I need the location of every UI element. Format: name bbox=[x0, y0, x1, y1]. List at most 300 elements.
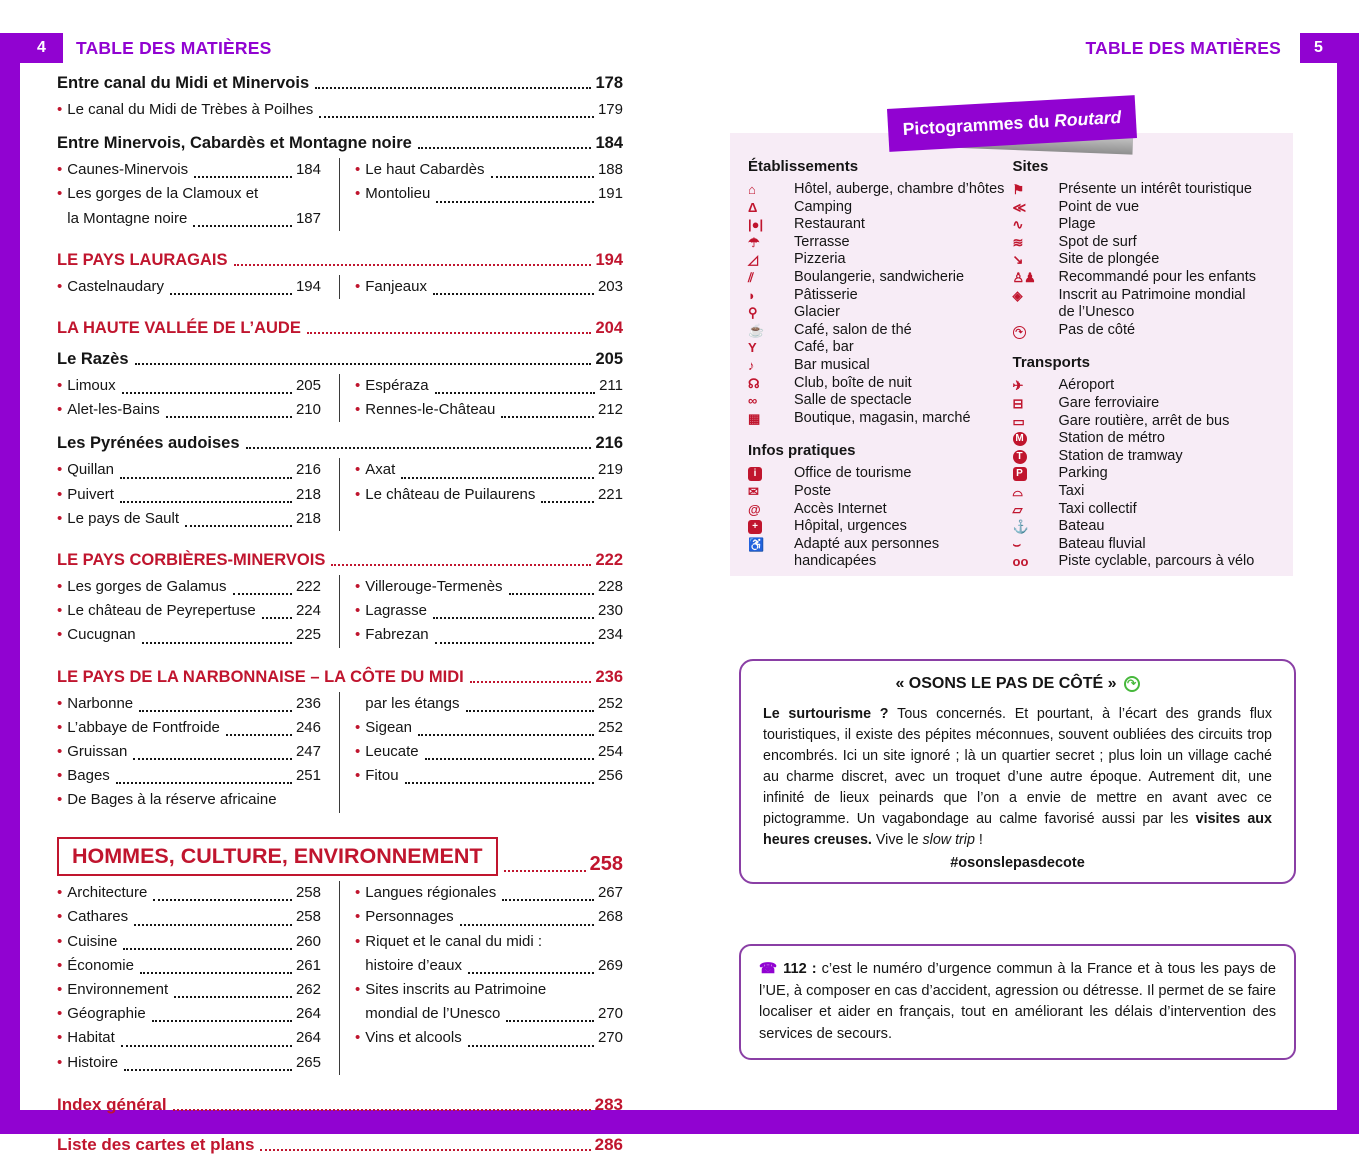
toc-section-page: 178 bbox=[595, 74, 623, 92]
sidestep-title-text: « OSONS LE PAS DE CÔTÉ » bbox=[895, 675, 1117, 692]
legend-item bbox=[1013, 216, 1278, 234]
bullet-icon: • bbox=[57, 626, 63, 644]
toc-section-title: Entre Minervois, Cabardès et Montagne noire bbox=[57, 134, 412, 153]
toc-item-label: Langues régionales bbox=[365, 884, 497, 902]
dotted-leader bbox=[153, 899, 292, 901]
dotted-leader bbox=[116, 782, 292, 784]
toc-item-page: 212 bbox=[597, 401, 623, 419]
toc-item-page: 258 bbox=[295, 884, 321, 902]
toc-item-label: Fitou bbox=[365, 767, 399, 785]
dotted-leader bbox=[502, 899, 594, 901]
toc-section-title: LA HAUTE VALLÉE DE L’AUDE bbox=[57, 319, 301, 338]
accessibility-icon: ♿ bbox=[748, 536, 765, 552]
dotted-leader bbox=[470, 681, 592, 683]
toc-section-page: 222 bbox=[595, 551, 623, 570]
toc-item-label: Quillan bbox=[67, 461, 114, 479]
toc-item-label: Limoux bbox=[67, 377, 116, 395]
toc-item-page: 268 bbox=[597, 908, 623, 926]
legend-item-label: Club, boîte de nuit bbox=[794, 374, 912, 391]
legend-item-label: Gare routière, arrêt de bus bbox=[1058, 412, 1230, 429]
dotted-leader bbox=[152, 1020, 292, 1022]
toc-item-label: Les gorges de Galamus bbox=[67, 578, 227, 596]
toc-item-label: Lagrasse bbox=[365, 602, 427, 620]
dotted-leader bbox=[541, 501, 594, 503]
legend-item-label: Accès Internet bbox=[794, 500, 887, 517]
dotted-leader bbox=[140, 972, 292, 974]
toc-column-right bbox=[339, 158, 623, 231]
toc-item-label: Espéraza bbox=[365, 377, 429, 395]
toc-item-page: 203 bbox=[597, 277, 623, 295]
toc-column-right bbox=[339, 458, 623, 531]
dotted-leader bbox=[133, 758, 292, 760]
toc-item-page: 184 bbox=[295, 161, 321, 179]
toc-item-page: 191 bbox=[597, 185, 623, 203]
toc-item-page: 252 bbox=[597, 718, 623, 736]
bullet-icon: • bbox=[355, 1029, 361, 1047]
legend-item-label: Pas de côté bbox=[1058, 321, 1136, 338]
legend-item-label: handicapées bbox=[794, 553, 877, 570]
bullet-icon: • bbox=[355, 277, 361, 295]
legend-item bbox=[748, 181, 1013, 199]
internet-icon: @ bbox=[748, 501, 761, 517]
legend-item-label: Bateau fluvial bbox=[1058, 535, 1146, 552]
dotted-leader bbox=[491, 176, 594, 178]
legend-item-label: Parking bbox=[1058, 465, 1108, 482]
toc-item-page: 210 bbox=[295, 401, 321, 419]
toc-section bbox=[57, 434, 623, 531]
toc-item-page: 228 bbox=[597, 578, 623, 596]
toc-section-page: 236 bbox=[595, 667, 623, 686]
toc-item-page: 246 bbox=[295, 718, 321, 736]
toc-item-label: Bages bbox=[67, 767, 110, 785]
parking-icon: P bbox=[1013, 465, 1059, 483]
metro-icon: M bbox=[1013, 430, 1059, 448]
bullet-icon: • bbox=[57, 602, 63, 620]
legend-item-label: Restaurant bbox=[794, 216, 865, 233]
shop-icon: ▦ bbox=[748, 410, 761, 426]
bullet-icon: • bbox=[355, 767, 361, 785]
dotted-leader bbox=[509, 593, 594, 595]
dotted-leader bbox=[466, 710, 594, 712]
toc-item-label: Cuisine bbox=[67, 932, 118, 950]
toc-item-label: par les étangs bbox=[365, 694, 460, 712]
toc-column-left bbox=[57, 881, 329, 1075]
legend-item bbox=[1013, 465, 1278, 483]
hospital-icon: + bbox=[748, 518, 794, 536]
bullet-icon: • bbox=[57, 377, 63, 395]
legend-item-label: Recommandé pour les enfants bbox=[1058, 268, 1256, 285]
dotted-leader bbox=[234, 264, 592, 266]
legend-item bbox=[748, 375, 1013, 393]
toc-item bbox=[355, 398, 623, 422]
toc-item bbox=[355, 575, 623, 599]
toc-item bbox=[57, 374, 321, 398]
legend-item-label: Pâtisserie bbox=[794, 286, 858, 303]
toc-item-page: 264 bbox=[295, 1005, 321, 1023]
toc-item-page: 221 bbox=[597, 485, 623, 503]
bullet-icon: • bbox=[57, 1029, 63, 1047]
surf-icon: ≋ bbox=[1012, 234, 1024, 250]
legend-item-label: Hôpital, urgences bbox=[794, 518, 907, 535]
toc-item-page: 218 bbox=[295, 509, 321, 527]
toc-item-page: 262 bbox=[295, 981, 321, 999]
bullet-icon: • bbox=[355, 377, 361, 395]
toc-item-label: Économie bbox=[67, 956, 134, 974]
toc-item-page: 270 bbox=[597, 1005, 623, 1023]
legend-item-label: Terrasse bbox=[794, 233, 850, 250]
legend-item bbox=[1013, 413, 1278, 431]
bullet-icon: • bbox=[57, 101, 63, 118]
toc-item bbox=[57, 599, 321, 623]
toc-item bbox=[57, 158, 321, 182]
toc-item-label: Géographie bbox=[67, 1005, 146, 1023]
bullet-icon: • bbox=[355, 626, 361, 644]
bullet-icon: • bbox=[57, 743, 63, 761]
toc-section-heading bbox=[57, 350, 623, 369]
toc-item-label: la Montagne noire bbox=[67, 209, 188, 227]
toc-section-heading bbox=[57, 551, 623, 570]
toc-section-title: LE PAYS DE LA NARBONNAISE – LA CÔTE DU MIDI bbox=[57, 667, 464, 686]
toc-item bbox=[355, 740, 623, 764]
toc-item-page: 267 bbox=[597, 884, 623, 902]
dotted-leader bbox=[120, 501, 292, 503]
camping-icon: Δ bbox=[748, 199, 758, 215]
legend-item-label: Salle de spectacle bbox=[794, 392, 912, 409]
dotted-leader bbox=[166, 416, 292, 418]
toc-section bbox=[57, 350, 623, 422]
bullet-icon: • bbox=[57, 956, 63, 974]
toc-item bbox=[57, 182, 321, 230]
toc-item-label: Le château de Peyrepertuse bbox=[67, 602, 256, 620]
legend-item-continuation bbox=[748, 553, 1013, 571]
legend-item bbox=[748, 357, 1013, 375]
legend-item bbox=[1013, 448, 1278, 466]
toc-item bbox=[57, 98, 623, 122]
toc-item bbox=[57, 1051, 321, 1075]
toc-item bbox=[57, 788, 321, 812]
bullet-icon: • bbox=[355, 932, 361, 950]
dotted-leader bbox=[460, 924, 594, 926]
toc-item-label: Environnement bbox=[67, 981, 169, 999]
toc-column-left bbox=[57, 575, 329, 648]
toc-item-label: De Bages à la réserve africaine bbox=[67, 791, 277, 809]
toc-item bbox=[57, 1026, 321, 1050]
toc-item-label: Les gorges de la Clamoux et bbox=[67, 185, 259, 203]
toc-item-label: Le haut Cabardès bbox=[365, 161, 485, 179]
legend-item bbox=[1013, 518, 1278, 536]
bullet-icon: • bbox=[355, 485, 361, 503]
ice-cream-icon: ⚲ bbox=[748, 305, 758, 321]
toc-item-label: Habitat bbox=[67, 1029, 115, 1047]
toc-item bbox=[355, 158, 623, 182]
legend-item bbox=[1013, 395, 1278, 413]
toc-column-right bbox=[339, 575, 623, 648]
sidestep-icon: ↷ bbox=[1013, 322, 1059, 340]
toc-item-page: 216 bbox=[295, 461, 321, 479]
legend-item-label: Inscrit au Patrimoine mondial bbox=[1058, 286, 1246, 303]
legend-item bbox=[1013, 181, 1278, 199]
toc-item-label: Le pays de Sault bbox=[67, 509, 180, 527]
kids-icon: ♙♟ bbox=[1012, 269, 1036, 285]
dotted-leader bbox=[433, 617, 594, 619]
toc-item-label: Castelnaudary bbox=[67, 277, 164, 295]
toc-item-page: 205 bbox=[295, 377, 321, 395]
toc-item bbox=[355, 374, 623, 398]
bullet-icon: • bbox=[57, 791, 63, 809]
dotted-leader bbox=[139, 710, 292, 712]
toc-item-page: 188 bbox=[597, 161, 623, 179]
legend-col-right bbox=[1013, 158, 1278, 576]
toc-section-heading bbox=[57, 134, 623, 153]
legend-item-label: Taxi collectif bbox=[1058, 500, 1137, 517]
sidestep-hashtag: #osonslepasdecote bbox=[950, 855, 1085, 871]
bullet-icon: • bbox=[57, 578, 63, 596]
toc-item-label: Personnages bbox=[365, 908, 454, 926]
toc-item bbox=[355, 716, 623, 740]
legend-group bbox=[1013, 158, 1278, 339]
toc-column-left bbox=[57, 458, 329, 531]
hotel-icon: ⌂ bbox=[748, 182, 756, 197]
legend-group-title: Établissements bbox=[748, 158, 859, 175]
toc-item bbox=[57, 978, 321, 1002]
toc-item-label: Cathares bbox=[67, 908, 129, 926]
toc-item-label: Narbonne bbox=[67, 694, 134, 712]
legend-item bbox=[748, 216, 1013, 234]
legend-item-label: Station de tramway bbox=[1058, 447, 1183, 464]
toc-item bbox=[57, 716, 321, 740]
dotted-leader bbox=[134, 924, 292, 926]
toc-item bbox=[57, 905, 321, 929]
dotted-leader bbox=[193, 225, 292, 227]
toc-section-title: LE PAYS CORBIÈRES-MINERVOIS bbox=[57, 551, 326, 570]
terrace-icon: ☂ bbox=[748, 234, 760, 250]
pictogram-legend-box bbox=[730, 133, 1293, 576]
dotted-leader bbox=[123, 948, 292, 950]
dotted-leader bbox=[506, 1020, 594, 1022]
bullet-icon: • bbox=[355, 743, 361, 761]
restaurant-icon: |●| bbox=[748, 217, 764, 233]
toc-item bbox=[355, 881, 623, 905]
legend-item-continuation bbox=[1013, 304, 1278, 322]
legend-item-label: Boulangerie, sandwicherie bbox=[794, 268, 965, 285]
toc-item-page: 236 bbox=[295, 694, 321, 712]
right-page-number-tab: 5 bbox=[1300, 33, 1337, 63]
toc-section-heading bbox=[57, 1135, 623, 1155]
toc-item bbox=[355, 275, 623, 299]
dotted-leader bbox=[135, 363, 592, 365]
toc-item-page: 252 bbox=[597, 694, 623, 712]
banner-text: Pictogrammes du bbox=[902, 110, 1055, 140]
toc-item-label: Gruissan bbox=[67, 743, 128, 761]
legend-item bbox=[748, 410, 1013, 428]
toc-section bbox=[57, 134, 623, 231]
dotted-leader bbox=[121, 1045, 292, 1047]
toc-column-left bbox=[57, 275, 329, 299]
legend-item-label: Adapté aux personnes bbox=[794, 535, 940, 552]
dotted-leader bbox=[319, 116, 594, 118]
toc-item-label: Puivert bbox=[67, 485, 114, 503]
bullet-icon: • bbox=[355, 908, 361, 926]
toc-section-heading bbox=[57, 74, 623, 93]
legend-item bbox=[1013, 234, 1278, 252]
sidestep-green-icon: ↷ bbox=[1124, 676, 1140, 692]
bullet-icon: • bbox=[57, 461, 63, 479]
legend-item bbox=[1013, 322, 1278, 340]
legend-item-label: Camping bbox=[794, 198, 853, 215]
toc-item bbox=[355, 623, 623, 647]
toc-item-page: 260 bbox=[295, 932, 321, 950]
toc-item-page: 264 bbox=[295, 1029, 321, 1047]
legend-item-label: Café, salon de thé bbox=[794, 321, 912, 338]
toc-item bbox=[57, 740, 321, 764]
bullet-icon: • bbox=[57, 908, 63, 926]
dotted-leader bbox=[401, 477, 594, 479]
toc-item-page: 222 bbox=[295, 578, 321, 596]
legend-item-label: Plage bbox=[1058, 216, 1096, 233]
toc-section-title: Entre canal du Midi et Minervois bbox=[57, 74, 310, 92]
toc-item-label: Cucugnan bbox=[67, 626, 136, 644]
legend-item-label: Café, bar bbox=[794, 339, 854, 356]
dotted-leader bbox=[418, 147, 592, 149]
toc-column-right bbox=[339, 374, 623, 422]
legend-item-label: Gare ferroviaire bbox=[1058, 394, 1160, 411]
toc-item bbox=[57, 575, 321, 599]
dotted-leader bbox=[468, 1045, 594, 1047]
legend-item-label: Bar musical bbox=[794, 356, 870, 373]
toc-section-page: 184 bbox=[595, 134, 623, 153]
unesco-icon: ◈ bbox=[1012, 287, 1023, 303]
bullet-icon: • bbox=[355, 602, 361, 620]
legend-item bbox=[1013, 430, 1278, 448]
legend-group bbox=[1013, 354, 1278, 571]
toc-item-page: 179 bbox=[597, 101, 623, 118]
legend-item bbox=[1013, 553, 1278, 571]
bullet-icon: • bbox=[57, 1053, 63, 1071]
pastry-icon: ◗ bbox=[748, 287, 756, 303]
toc-item-label: Fabrezan bbox=[365, 626, 429, 644]
dotted-leader bbox=[435, 392, 595, 394]
toc-section-page: 286 bbox=[594, 1134, 623, 1154]
legend-group-title: Infos pratiques bbox=[748, 442, 856, 460]
emergency-text: ☎ 112 : c’est le numéro d’urgence commun à la France et à tous les pays de l’UE, à composer en cas d’accident, agression ou détresse. Il permet de se faire localiser et aider en français, tout en améliorant les délais d’intervention des services de secours. bbox=[759, 961, 1277, 1042]
boat-icon: ⚓ bbox=[1012, 519, 1029, 535]
legend-item-label: Pizzeria bbox=[794, 251, 846, 268]
bullet-icon: • bbox=[355, 884, 361, 902]
tourist-interest-icon: ⚑ bbox=[1012, 182, 1025, 197]
toc-item-page: 224 bbox=[295, 602, 321, 620]
airport-icon: ✈ bbox=[1012, 378, 1024, 394]
toc-item-page: 219 bbox=[597, 461, 623, 479]
toc-item-label: mondial de l’Unesco bbox=[365, 1005, 501, 1023]
legend-item bbox=[748, 199, 1013, 217]
toc-item-page: 230 bbox=[597, 602, 623, 620]
toc-item-label: Montolieu bbox=[365, 185, 431, 203]
diving-icon: ↘ bbox=[1012, 252, 1024, 268]
bullet-icon: • bbox=[57, 1005, 63, 1023]
dotted-leader bbox=[468, 972, 594, 974]
dotted-leader bbox=[246, 447, 592, 449]
legend-item-label: Point de vue bbox=[1058, 198, 1140, 215]
bullet-icon: • bbox=[355, 161, 361, 179]
dotted-leader bbox=[331, 564, 591, 566]
toc-column-right bbox=[339, 692, 623, 813]
dotted-leader bbox=[433, 293, 594, 295]
bullet-icon: • bbox=[57, 884, 63, 902]
banner-text-italic: Routard bbox=[1053, 106, 1122, 131]
toc-section-title: Liste des cartes et plans bbox=[57, 1134, 255, 1154]
dotted-leader bbox=[262, 617, 292, 619]
toc-section-page: 204 bbox=[595, 319, 623, 338]
legend-item-label: Site de plongée bbox=[1058, 251, 1160, 268]
toc-item-label: Fanjeaux bbox=[365, 277, 427, 295]
legend-item bbox=[1013, 501, 1278, 519]
legend-col-left bbox=[748, 158, 1013, 576]
toc-column-left bbox=[57, 374, 329, 422]
toc-item bbox=[57, 483, 321, 507]
toc-section-page: 258 bbox=[589, 853, 623, 876]
sidestep-title bbox=[763, 675, 1272, 693]
toc-item bbox=[355, 1026, 623, 1050]
bullet-icon: • bbox=[57, 161, 63, 179]
toc-section bbox=[57, 1135, 623, 1155]
dotted-leader bbox=[173, 1109, 591, 1111]
toc-item bbox=[57, 1002, 321, 1026]
toc-section bbox=[57, 551, 623, 648]
bike-path-icon: oo bbox=[1012, 554, 1029, 570]
toc-item-page: 225 bbox=[295, 626, 321, 644]
toc-section-heading bbox=[57, 668, 623, 687]
toc-section-heading bbox=[57, 1095, 623, 1115]
toc-item bbox=[57, 623, 321, 647]
bakery-icon: ⫽ bbox=[748, 269, 754, 285]
toc-section bbox=[57, 668, 623, 813]
dotted-leader bbox=[194, 176, 292, 178]
toc-section bbox=[57, 319, 623, 338]
legend-item bbox=[748, 501, 1013, 519]
bullet-icon: • bbox=[57, 185, 63, 203]
legend-item-label: Glacier bbox=[794, 304, 840, 321]
left-page-purple-strip bbox=[0, 33, 20, 1110]
toc-item-page: 187 bbox=[295, 209, 321, 227]
music-bar-icon: ♪ bbox=[748, 357, 755, 373]
toc-section bbox=[57, 837, 623, 1075]
toc-column-right bbox=[339, 881, 623, 1075]
toc-item bbox=[57, 930, 321, 954]
toc-section-page: 194 bbox=[595, 250, 623, 269]
bullet-icon: • bbox=[57, 277, 63, 295]
shared-taxi-icon: ▱ bbox=[1012, 501, 1023, 517]
bullet-icon: • bbox=[355, 981, 361, 999]
toc-section-heading bbox=[57, 837, 623, 877]
toc-item bbox=[57, 764, 321, 788]
bullet-icon: • bbox=[57, 485, 63, 503]
legend-item bbox=[748, 304, 1013, 322]
legend-item bbox=[1013, 536, 1278, 554]
toc-item bbox=[57, 692, 321, 716]
dotted-leader bbox=[226, 734, 292, 736]
dotted-leader bbox=[124, 1069, 292, 1071]
toc-item-page: 194 bbox=[295, 277, 321, 295]
legend-item bbox=[748, 339, 1013, 357]
dotted-leader bbox=[170, 293, 292, 295]
dotted-leader bbox=[315, 87, 591, 89]
legend-item-label: Boutique, magasin, marché bbox=[794, 409, 971, 426]
dotted-leader bbox=[142, 642, 292, 644]
toc-item-page: 251 bbox=[295, 767, 321, 785]
legend-item bbox=[748, 287, 1013, 305]
toc-item-page: 254 bbox=[597, 743, 623, 761]
toc-item bbox=[57, 507, 321, 531]
